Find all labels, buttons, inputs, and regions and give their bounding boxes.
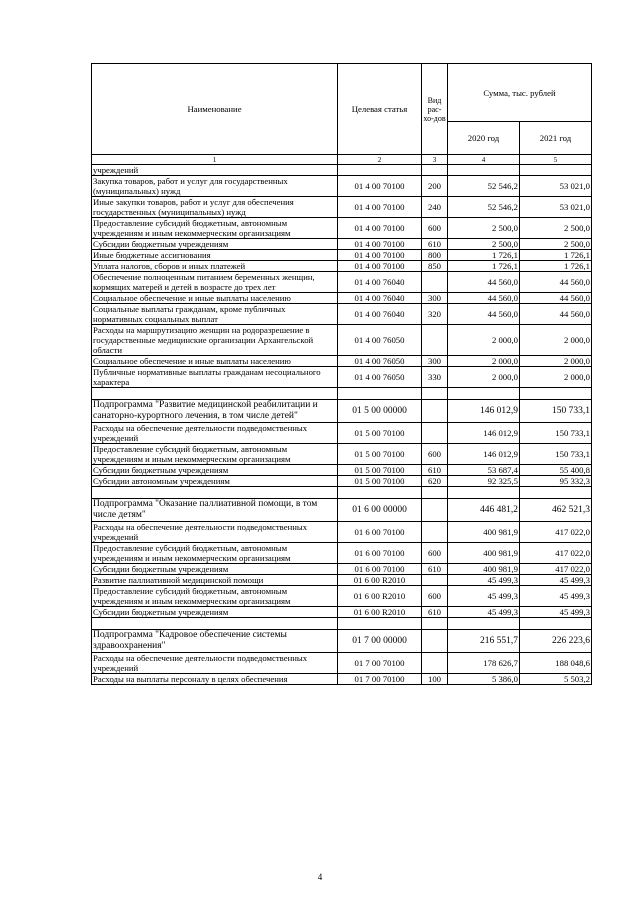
table-row — [92, 586, 592, 607]
table-row — [92, 674, 592, 685]
row-expense-type: 800 — [422, 250, 448, 261]
table-row — [92, 272, 592, 293]
empty-cell — [448, 487, 520, 499]
table-row — [92, 325, 592, 356]
row-expense-type: 330 — [422, 367, 448, 388]
spacer-row — [92, 618, 592, 630]
subprogram-row — [92, 499, 592, 522]
row-sum-2020: 45 499,3 — [448, 607, 520, 618]
row-sum-2020: 2 000,0 — [448, 325, 520, 356]
table-row — [92, 653, 592, 674]
row-sum-2021: 5 503,2 — [520, 674, 592, 685]
row-expense-type: 300 — [422, 293, 448, 304]
header-name: Наименование — [92, 64, 338, 155]
row-target-code: 01 6 00 00000 — [338, 499, 422, 522]
row-target-code: 01 7 00 70100 — [338, 653, 422, 674]
row-target-code: 01 5 00 70100 — [338, 476, 422, 487]
table-row — [92, 367, 592, 388]
row-sum-2021: 150 733,1 — [520, 423, 592, 444]
row-target-code: 01 4 00 70100 — [338, 197, 422, 218]
row-name: Иные закупки товаров, работ и услуг для обеспечения государственных (муниципальных) нужд — [92, 197, 338, 218]
spacer-row — [92, 487, 592, 499]
row-name: Субсидии бюджетным учреждениям — [92, 239, 338, 250]
row-sum-2020: 400 981,9 — [448, 522, 520, 543]
table-row — [92, 165, 592, 176]
row-sum-2020: 5 386,0 — [448, 674, 520, 685]
row-name: Предоставление субсидий бюджетным, автономным учреждениям и иным некоммерческим организациям — [92, 586, 338, 607]
row-sum-2021 — [520, 165, 592, 176]
row-expense-type: 610 — [422, 239, 448, 250]
subprogram-row — [92, 630, 592, 653]
row-sum-2020: 44 560,0 — [448, 293, 520, 304]
row-expense-type — [422, 400, 448, 423]
row-expense-type: 100 — [422, 674, 448, 685]
row-sum-2021: 1 726,1 — [520, 261, 592, 272]
table-row — [92, 250, 592, 261]
empty-cell — [338, 388, 422, 400]
row-target-code: 01 7 00 70100 — [338, 674, 422, 685]
row-name: Подпрограмма "Кадровое обеспечение системы здравоохранения" — [92, 630, 338, 653]
row-sum-2020: 45 499,3 — [448, 575, 520, 586]
row-sum-2021: 417 022,0 — [520, 543, 592, 564]
row-target-code: 01 5 00 70100 — [338, 444, 422, 465]
row-target-code: 01 4 00 76040 — [338, 272, 422, 293]
row-sum-2020: 2 000,0 — [448, 367, 520, 388]
row-sum-2021: 2 000,0 — [520, 367, 592, 388]
row-expense-type: 320 — [422, 304, 448, 325]
row-expense-type: 600 — [422, 218, 448, 239]
row-expense-type: 610 — [422, 564, 448, 575]
table-row — [92, 543, 592, 564]
row-target-code: 01 4 00 76040 — [338, 293, 422, 304]
row-target-code: 01 6 00 70100 — [338, 543, 422, 564]
header-year-2021: 2021 год — [520, 122, 592, 155]
header-vid: Вид рас-хо-дов — [422, 64, 448, 155]
row-name: Подпрограмма "Развитие медицинской реабилитации и санаторно-курортного лечения, в том числе детей" — [92, 400, 338, 423]
row-sum-2021: 417 022,0 — [520, 564, 592, 575]
row-target-code: 01 4 00 76050 — [338, 325, 422, 356]
row-sum-2020 — [448, 165, 520, 176]
row-name: Иные бюджетные ассигнования — [92, 250, 338, 261]
table-row — [92, 564, 592, 575]
row-name: Расходы на выплаты персоналу в целях обеспечения — [92, 674, 338, 685]
row-expense-type: 600 — [422, 586, 448, 607]
row-name: Расходы на обеспечение деятельности подведомственных учреждений — [92, 522, 338, 543]
row-expense-type — [422, 325, 448, 356]
table-body — [92, 165, 592, 685]
row-target-code: 01 5 00 70100 — [338, 465, 422, 476]
row-name: Развитие паллиативной медицинской помощи — [92, 575, 338, 586]
empty-cell — [448, 388, 520, 400]
row-sum-2021: 417 022,0 — [520, 522, 592, 543]
empty-cell — [520, 618, 592, 630]
row-sum-2021: 2 500,0 — [520, 218, 592, 239]
row-target-code: 01 4 00 76050 — [338, 367, 422, 388]
row-name: Социальное обеспечение и иные выплаты населению — [92, 356, 338, 367]
row-expense-type: 300 — [422, 356, 448, 367]
row-sum-2021: 44 560,0 — [520, 272, 592, 293]
row-name: Обеспечение полноценным питанием беременных женщин, кормящих матерей и детей в возрасте до трех лет — [92, 272, 338, 293]
row-expense-type — [422, 630, 448, 653]
row-sum-2020: 446 481,2 — [448, 499, 520, 522]
spacer-row — [92, 388, 592, 400]
row-sum-2020: 178 626,7 — [448, 653, 520, 674]
row-sum-2021: 95 332,3 — [520, 476, 592, 487]
empty-cell — [520, 487, 592, 499]
row-expense-type: 200 — [422, 176, 448, 197]
row-sum-2020: 2 500,0 — [448, 218, 520, 239]
row-name: Предоставление субсидий бюджетным, автономным учреждениям и иным некоммерческим организациям — [92, 543, 338, 564]
row-sum-2020: 2 500,0 — [448, 239, 520, 250]
header-sum: Сумма, тыс. рублей — [448, 64, 592, 122]
row-target-code: 01 5 00 00000 — [338, 400, 422, 423]
table-row — [92, 423, 592, 444]
empty-cell — [92, 618, 338, 630]
row-name: Субсидии автономным учреждениям — [92, 476, 338, 487]
row-target-code: 01 6 00 70100 — [338, 564, 422, 575]
row-sum-2021: 44 560,0 — [520, 304, 592, 325]
table-row — [92, 522, 592, 543]
row-sum-2020: 146 012,9 — [448, 400, 520, 423]
table-row — [92, 293, 592, 304]
empty-cell — [92, 487, 338, 499]
table-row — [92, 239, 592, 250]
row-name: учреждений — [92, 165, 338, 176]
row-sum-2020: 92 325,5 — [448, 476, 520, 487]
row-sum-2020: 1 726,1 — [448, 261, 520, 272]
column-number: 5 — [520, 155, 592, 165]
row-target-code: 01 4 00 70100 — [338, 239, 422, 250]
row-sum-2021: 150 733,1 — [520, 400, 592, 423]
row-target-code: 01 4 00 70100 — [338, 261, 422, 272]
row-sum-2020: 53 687,4 — [448, 465, 520, 476]
table-row — [92, 607, 592, 618]
budget-table — [91, 63, 592, 685]
row-sum-2021: 53 021,0 — [520, 176, 592, 197]
table-row — [92, 197, 592, 218]
row-expense-type — [422, 423, 448, 444]
row-expense-type — [422, 575, 448, 586]
row-sum-2021: 226 223,6 — [520, 630, 592, 653]
row-sum-2021: 2 000,0 — [520, 356, 592, 367]
row-sum-2021: 45 499,3 — [520, 607, 592, 618]
row-sum-2020: 400 981,9 — [448, 543, 520, 564]
row-target-code: 01 6 00 R2010 — [338, 607, 422, 618]
row-sum-2021: 150 733,1 — [520, 444, 592, 465]
empty-cell — [520, 388, 592, 400]
row-name: Расходы на маршрутизацию женщин на родоразрешение в государственные медицинские организации Архангельской области — [92, 325, 338, 356]
row-target-code: 01 6 00 R2010 — [338, 586, 422, 607]
row-sum-2020: 146 012,9 — [448, 423, 520, 444]
table-row — [92, 356, 592, 367]
row-name: Социальные выплаты гражданам, кроме публичных нормативных социальных выплат — [92, 304, 338, 325]
table-row — [92, 575, 592, 586]
table-row — [92, 465, 592, 476]
row-expense-type — [422, 522, 448, 543]
row-expense-type: 850 — [422, 261, 448, 272]
row-expense-type — [422, 499, 448, 522]
row-sum-2021: 45 499,3 — [520, 586, 592, 607]
header-year-2020: 2020 год — [448, 122, 520, 155]
row-sum-2020: 44 560,0 — [448, 304, 520, 325]
row-sum-2020: 1 726,1 — [448, 250, 520, 261]
row-expense-type: 600 — [422, 444, 448, 465]
row-sum-2020: 44 560,0 — [448, 272, 520, 293]
column-number-row — [92, 155, 592, 165]
empty-cell — [338, 487, 422, 499]
header-target: Целевая статья — [338, 64, 422, 155]
row-name: Субсидии бюджетным учреждениям — [92, 564, 338, 575]
row-name: Подпрограмма "Оказание паллиативной помощи, в том числе детям" — [92, 499, 338, 522]
row-target-code: 01 4 00 70100 — [338, 176, 422, 197]
row-sum-2020: 2 000,0 — [448, 356, 520, 367]
row-sum-2021: 53 021,0 — [520, 197, 592, 218]
row-sum-2020: 146 012,9 — [448, 444, 520, 465]
row-target-code: 01 6 00 R2010 — [338, 575, 422, 586]
row-target-code: 01 4 00 70100 — [338, 250, 422, 261]
row-name: Субсидии бюджетным учреждениям — [92, 607, 338, 618]
row-target-code: 01 4 00 76050 — [338, 356, 422, 367]
row-name: Предоставление субсидий бюджетным, автономным учреждениям и иным некоммерческим организациям — [92, 444, 338, 465]
row-sum-2020: 52 546,2 — [448, 176, 520, 197]
row-sum-2020: 216 551,7 — [448, 630, 520, 653]
row-name: Расходы на обеспечение деятельности подведомственных учреждений — [92, 423, 338, 444]
row-expense-type: 610 — [422, 607, 448, 618]
table-row — [92, 476, 592, 487]
row-name: Публичные нормативные выплаты гражданам несоциального характера — [92, 367, 338, 388]
row-sum-2021: 55 400,8 — [520, 465, 592, 476]
row-sum-2020: 400 981,9 — [448, 564, 520, 575]
row-sum-2021: 462 521,3 — [520, 499, 592, 522]
row-name: Предоставление субсидий бюджетным, автономным учреждениям и иным некоммерческим организациям — [92, 218, 338, 239]
empty-cell — [448, 618, 520, 630]
row-name: Уплата налогов, сборов и иных платежей — [92, 261, 338, 272]
row-target-code: 01 7 00 00000 — [338, 630, 422, 653]
row-name: Социальное обеспечение и иные выплаты населению — [92, 293, 338, 304]
table-row — [92, 304, 592, 325]
column-number: 3 — [422, 155, 448, 165]
row-target-code — [338, 165, 422, 176]
row-expense-type — [422, 165, 448, 176]
row-sum-2021: 44 560,0 — [520, 293, 592, 304]
table-row — [92, 218, 592, 239]
row-expense-type: 240 — [422, 197, 448, 218]
row-name: Субсидии бюджетным учреждениям — [92, 465, 338, 476]
empty-cell — [92, 388, 338, 400]
page-number: 4 — [317, 872, 323, 882]
row-sum-2020: 45 499,3 — [448, 586, 520, 607]
row-expense-type: 610 — [422, 465, 448, 476]
row-sum-2021: 188 048,6 — [520, 653, 592, 674]
empty-cell — [422, 618, 448, 630]
table-row — [92, 176, 592, 197]
column-number: 2 — [338, 155, 422, 165]
row-sum-2021: 1 726,1 — [520, 250, 592, 261]
table-row — [92, 261, 592, 272]
row-name: Расходы на обеспечение деятельности подведомственных учреждений — [92, 653, 338, 674]
row-sum-2020: 52 546,2 — [448, 197, 520, 218]
row-target-code: 01 5 00 70100 — [338, 423, 422, 444]
row-target-code: 01 6 00 70100 — [338, 522, 422, 543]
row-sum-2021: 45 499,3 — [520, 575, 592, 586]
empty-cell — [422, 388, 448, 400]
row-target-code: 01 4 00 76040 — [338, 304, 422, 325]
row-expense-type: 600 — [422, 543, 448, 564]
column-number: 1 — [92, 155, 338, 165]
row-name: Закупка товаров, работ и услуг для государственных (муниципальных) нужд — [92, 176, 338, 197]
empty-cell — [422, 487, 448, 499]
row-sum-2021: 2 000,0 — [520, 325, 592, 356]
row-sum-2021: 2 500,0 — [520, 239, 592, 250]
column-number: 4 — [448, 155, 520, 165]
subprogram-row — [92, 400, 592, 423]
table-row — [92, 444, 592, 465]
row-target-code: 01 4 00 70100 — [338, 218, 422, 239]
row-expense-type: 620 — [422, 476, 448, 487]
empty-cell — [338, 618, 422, 630]
row-expense-type — [422, 272, 448, 293]
row-expense-type — [422, 653, 448, 674]
